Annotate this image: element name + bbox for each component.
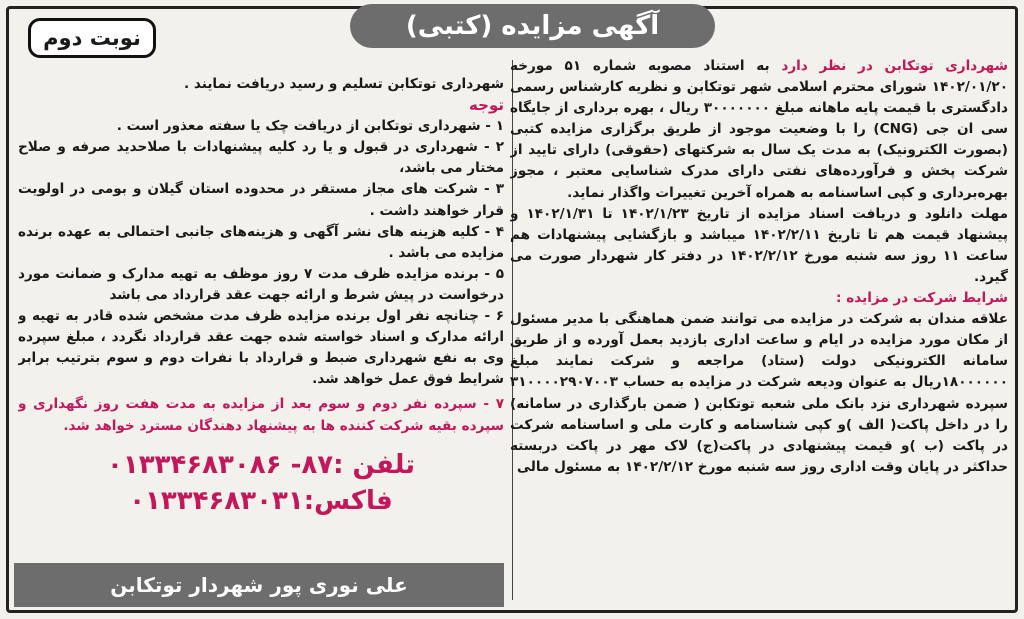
continuation-text: شهرداری توتکابن تسلیم و رسید دریافت نمایند . — [184, 76, 504, 92]
deadlines-paragraph: مهلت دانلود و دریافت اسناد مزایده از تاریخ ۱۴۰۲/۱/۲۳ تا ۱۴۰۲/۱/۳۱ و پیشنهاد قیمت هم تا تاریخ ۱۴۰۲/۲/۱۱ میباشد و بازگشایی پیشنهادات هم ساعت ۱۱ روز سه شنبه مورخ ۱۴۰۲/۲/۱۲ در دفتر کار شهردار صورت می گیرد. — [510, 205, 1008, 285]
intro-body: به استناد مصوبه شماره ۵۱ مورخه ۱۴۰۲/۰۱/۲۰ شورای محترم اسلامی شهر توتکابن و نظریه کارشناس رسمی دادگستری با قیمت پایه ماهانه مبلغ ۳۰۰۰۰۰۰۰ ریال ، بهره برداری از جایگاه سی ان جی (CNG) را با وضعیت موجود از طریق برگزاری مزایده کتبی (بصورت الکترونیک) به مدت یک سال به شرکتهای (حقوقی) دارای تایید از شرکت پخش و فرآورده‌های نفتی دارای مدرک شناسایی معتبر ، مجوز بهره‌برداری و کپی اساسنامه به همراه آخرین تغییرات واگذار نماید. — [510, 58, 1008, 201]
phone-number: تلفن :۸۷- ۰۱۳۳۴۶۸۳۰۸۶ — [106, 449, 416, 480]
note-item: ۱ - شهرداری توتکابن از دریافت چک یا سفته معذور است . — [116, 118, 504, 135]
fax-number: فاکس:۰۱۳۳۴۶۸۳۰۳۱ — [129, 485, 393, 516]
intro-accent: شهرداری توتکابن در نظر دارد — [781, 58, 1008, 74]
note-item: ۲ - شهرداری در قبول و یا رد کلیه پیشنهادات با صلاحدید صرفه و صلاح مختار می باشد، — [18, 139, 504, 177]
note-item: ۶ - چنانچه نفر اول برنده مزایده ظرف مدت مشخص شده قادر به تهیه و ارائه مدارک و اسناد خواسته شده جهت عقد قرارداد نگردد ، مبلغ سپرده وی به نفع شهرداری ضبط و قرارداد با نفرات دوم و سوم بترتیب برابر شرایط فوق عمل خواهد شد. — [18, 308, 504, 388]
round-badge: نوبت دوم — [28, 18, 156, 58]
left-column — [18, 74, 504, 604]
intro-paragraph — [510, 56, 1008, 204]
warning-note: ۷ - سپرده نفر دوم و سوم بعد از مزایده به مدت هفت روز نگهداری و سپرده بقیه شرکت کننده ها به پیشنهاد دهندگان مسترد خواهد شد. — [18, 396, 504, 434]
contact-block — [18, 447, 504, 519]
conditions-title: شرایط شرکت در مزایده : — [836, 290, 1008, 307]
right-column — [510, 56, 1008, 604]
signature-bar: علی نوری پور شهردار توتکابن — [14, 563, 504, 607]
conditions-body: علاقه مندان به شرکت در مزایده می توانند ضمن هماهنگی با مدیر مسئول از مکان مورد مزایده در ایام و ساعت اداری بازدید بعمل آورده و از طریق سامانه الکترونیکی دولت (ستاد) مراجعه و شرکت نمایند مبلغ ۱۸۰۰۰۰۰۰ریال به عنوان ودیعه شرکت در مزایده به حساب ۳۱۰۰۰۰۲۹۰۷۰۰۳ سپرده شهرداری نزد بانک ملی شعبه توتکابن ( ضمن بارگذاری در سامانه) را در داخل پاکت( الف )و کپی شناسنامه و کارت ملی و اساسنامه شرکت در پاکت (ب )و قیمت پیشنهادی در پاکت(ج) لاک مهر در پاکت دربسته حداکثر در پایان وقت اداری روز سه شنبه مورخ ۱۴۰۲/۲/۱۲ به مسئول مالی — [510, 311, 1008, 475]
note-item: ۵ - برنده مزایده ظرف مدت ۷ روز موظف به تهیه مدارک و ضمانت مورد درخواست در پیش شرط و ارائه جهت عقد قرارداد می باشد — [18, 265, 504, 303]
note-item: ۳ - شرکت های مجاز مستقر در محدوده استان گیلان و بومی در اولویت قرار خواهند داشت . — [18, 181, 504, 219]
notice-title: آگهی مزایده (کتبی) — [350, 4, 715, 48]
note-item: ۴ - کلیه هزینه های نشر آگهی و هزینه‌های جانبی احتمالی به عهده برنده مزایده می باشد . — [18, 223, 504, 261]
notes-title: توجه — [469, 96, 504, 115]
